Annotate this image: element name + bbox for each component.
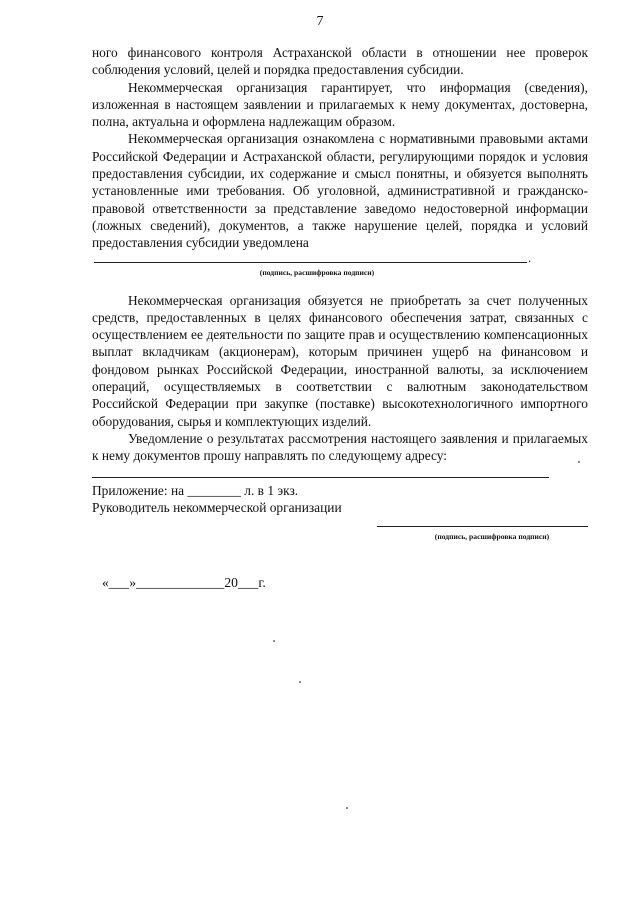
signature-end-mark: . — [528, 249, 532, 265]
signature-line — [377, 526, 588, 527]
date-line: «___»_____________20___г. — [102, 575, 266, 591]
speck — [346, 807, 348, 809]
page-number: 7 — [316, 14, 324, 29]
signature-line — [94, 262, 527, 263]
signature-block-2 — [92, 526, 588, 548]
document-body — [92, 44, 588, 591]
signature-caption: (подпись, расшифровка подписи) — [259, 267, 375, 277]
speck — [578, 461, 580, 463]
speck — [273, 640, 275, 642]
attachment-line: Приложение: на ________ л. в 1 экз. — [92, 482, 299, 498]
head-label: Руководитель некоммерческой организации — [92, 499, 342, 515]
paragraph-continuation: ного финансового контроля Астраханской области в отношении нее проверок соблюдения условий, целей и порядка предоставления субсидии. — [92, 45, 588, 78]
paragraph-notification: Уведомление о результатах рассмотрения настоящего заявления и прилагаемых к нему документов прошу направлять по следующему адресу: — [92, 430, 588, 464]
paragraph-obligation: Некоммерческая организация обязуется не приобретать за счет полученных средств, предоставленных в целях финансового обеспечения затрат, связанных с осуществлением ее деятельности по защите прав и осуществлению компенсационных выплат вкладчикам (акционерам), которым причинен ущерб на финансовом и фондовом рынках Российской Федерации, иностранной валюты, за исключением операций, осуществляемых в соответствии с валютным законодательством Российской Федерации при закупке (поставке) высокотехнологичного импортного оборудования, сырья и комплектующих изделий. — [92, 292, 588, 429]
speck — [299, 681, 301, 683]
address-line — [92, 477, 549, 478]
paragraph-acknowledgement: Некоммерческая организация ознакомлена с нормативными правовыми актами Российской Федерации и Астраханской области, регулирующими порядок и условия предоставления субсидии, их содержание и смысл понятны, и обязуется выполнять установленные ими требования. Об уголовной, административной и гражданско-правовой ответственности за представление заведомо недостоверной информации (ложных сведений), документов, а также нарушение целей, порядка и условий предоставления субсидии уведомлена — [92, 131, 588, 251]
signature-block-1 — [92, 249, 588, 284]
signature-caption: (подпись, расшифровка подписи) — [434, 532, 550, 542]
paragraph-guarantee: Некоммерческая организация гарантирует, что информация (сведения), изложенная в настоящем заявлении и прилагаемых к нему документах, достоверна, полна, актуальна и оформлена надлежащим образом. — [92, 79, 588, 130]
